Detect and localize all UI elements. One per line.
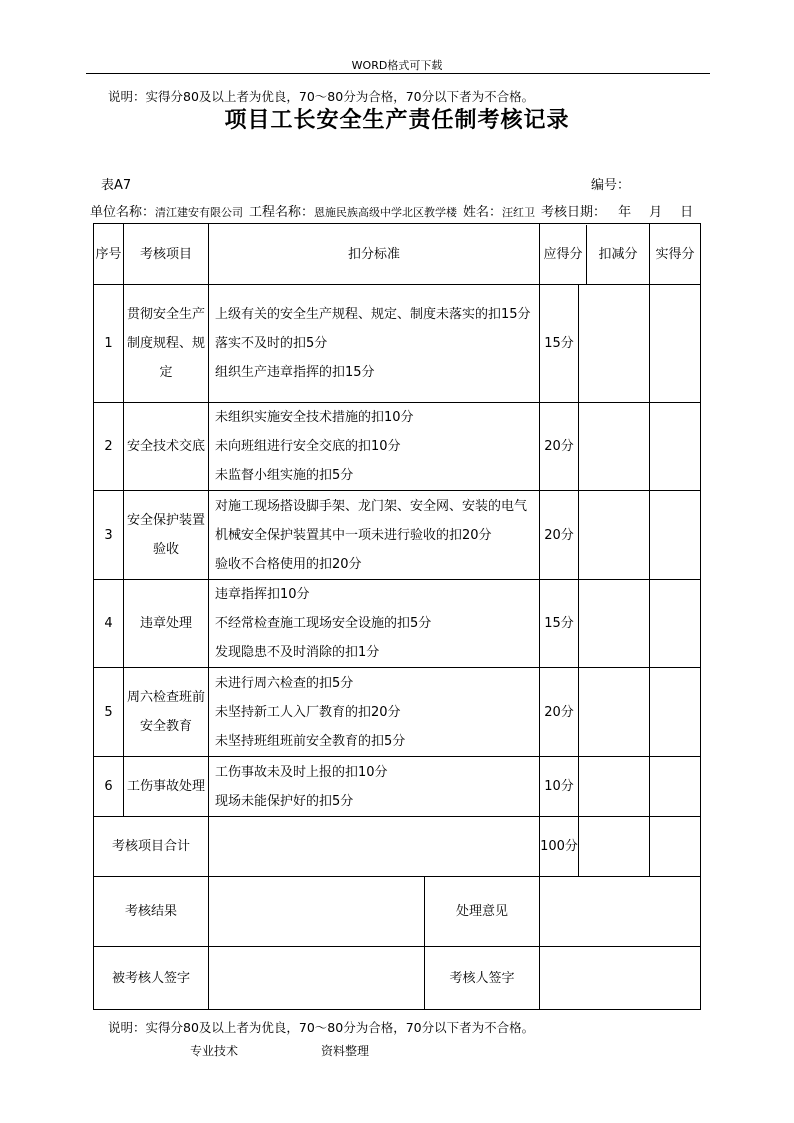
row-due: 20分 bbox=[540, 491, 579, 579]
header-item: 考核项目 bbox=[124, 224, 209, 285]
total-deduct[interactable] bbox=[579, 817, 650, 876]
criteria-line: 违章指挥扣10分 bbox=[215, 587, 310, 602]
criteria-line: 落实不及时的扣5分 bbox=[215, 336, 328, 351]
row-item: 安全技术交底 bbox=[124, 403, 209, 491]
project-label: 工程名称： bbox=[249, 205, 315, 220]
examiner-sign-field[interactable] bbox=[540, 947, 701, 1010]
date-label: 考核日期： bbox=[541, 205, 607, 220]
row-due: 10分 bbox=[540, 757, 579, 816]
criteria-line: 不经常检查施工现场安全设施的扣5分 bbox=[215, 616, 432, 631]
row-no: 1 bbox=[94, 285, 124, 403]
total-label: 考核项目合计 bbox=[94, 817, 209, 877]
row-item: 贯彻安全生产制度规程、规定 bbox=[124, 285, 209, 403]
row-actual[interactable] bbox=[650, 580, 701, 668]
row-due: 15分 bbox=[540, 580, 579, 667]
header-no: 序号 bbox=[94, 224, 124, 285]
footer-materials: 资料整理 bbox=[321, 1044, 370, 1058]
unit-value: 清江建安有限公司 bbox=[155, 206, 244, 219]
row-due: 20分 bbox=[540, 403, 579, 490]
row-deduct[interactable] bbox=[579, 491, 650, 579]
criteria-line: 工伤事故未及时上报的扣10分 bbox=[215, 764, 388, 780]
info-line bbox=[90, 201, 693, 220]
criteria-line: 未监督小组实施的扣5分 bbox=[215, 468, 354, 483]
grading-note-bottom: 说明：实得分80及以上者为优良，70～80分为合格，70分以下者为不合格。 bbox=[108, 1020, 535, 1035]
criteria-line: 组织生产违章指挥的扣15分 bbox=[215, 365, 375, 380]
table-row bbox=[94, 491, 701, 580]
result-label: 考核结果 bbox=[94, 877, 209, 947]
page-header: WORD格式可下载 bbox=[351, 59, 443, 72]
header-deduct: 扣减分 bbox=[598, 246, 638, 262]
row-no: 3 bbox=[94, 491, 124, 580]
criteria-line: 未坚持班组班前安全教育的扣5分 bbox=[215, 733, 406, 749]
row-criteria bbox=[209, 580, 540, 668]
table-row bbox=[94, 285, 701, 403]
row-deduct[interactable] bbox=[579, 580, 650, 667]
header-due: 应得分 bbox=[540, 225, 587, 284]
row-actual[interactable] bbox=[650, 668, 701, 757]
date-year: 年 bbox=[618, 205, 632, 220]
row-actual[interactable] bbox=[650, 491, 701, 580]
result-value[interactable] bbox=[209, 877, 425, 947]
row-due: 15分 bbox=[540, 285, 579, 402]
serial-number-label: 编号： bbox=[591, 178, 631, 193]
criteria-line: 上级有关的安全生产规程、规定、制度未落实的扣15分 bbox=[215, 307, 531, 322]
grading-note-top: 说明：实得分80及以上者为优良，70～80分为合格，70分以下者为不合格。 bbox=[108, 89, 535, 104]
row-deduct[interactable] bbox=[579, 668, 650, 756]
header-criteria: 扣分标准 bbox=[209, 224, 540, 285]
footer-tech: 专业技术 bbox=[190, 1044, 239, 1058]
row-deduct[interactable] bbox=[579, 403, 650, 490]
criteria-line: 未进行周六检查的扣5分 bbox=[215, 675, 354, 691]
total-blank bbox=[209, 817, 540, 877]
result-row bbox=[94, 877, 701, 947]
row-criteria bbox=[209, 757, 540, 817]
row-deduct[interactable] bbox=[579, 285, 650, 402]
criteria-line: 现场未能保护好的扣5分 bbox=[215, 793, 354, 809]
name-value: 汪红卫 bbox=[502, 206, 536, 219]
row-criteria bbox=[209, 403, 540, 491]
header-divider bbox=[86, 73, 710, 74]
signature-row bbox=[94, 947, 701, 1010]
row-no: 5 bbox=[94, 668, 124, 757]
examinee-sign-field[interactable] bbox=[209, 947, 425, 1010]
row-actual[interactable] bbox=[650, 285, 701, 403]
header-actual: 实得分 bbox=[650, 224, 701, 285]
row-criteria bbox=[209, 285, 540, 403]
row-no: 4 bbox=[94, 580, 124, 668]
header-row bbox=[94, 224, 701, 285]
table-row bbox=[94, 757, 701, 817]
project-value: 恩施民族高级中学北区教学楼 bbox=[314, 206, 458, 219]
total-row bbox=[94, 817, 701, 877]
page-title: 项目工长安全生产责任制考核记录 bbox=[224, 107, 570, 133]
date-month: 月 bbox=[649, 205, 663, 220]
row-item: 周六检查班前安全教育 bbox=[124, 668, 209, 757]
assessment-table bbox=[93, 223, 701, 1010]
criteria-line: 未坚持新工人入厂教育的扣20分 bbox=[215, 704, 401, 720]
examiner-sign-label: 考核人签字 bbox=[425, 947, 540, 1010]
row-no: 2 bbox=[94, 403, 124, 491]
total-due: 100分 bbox=[540, 817, 579, 876]
criteria-line: 对施工现场搭设脚手架、龙门架、安全网、安装的电气机械安全保护装置其中一项未进行验收的扣20分 bbox=[215, 498, 528, 543]
row-item: 违章处理 bbox=[124, 580, 209, 668]
row-no: 6 bbox=[94, 757, 124, 817]
date-day: 日 bbox=[680, 205, 694, 220]
total-actual[interactable] bbox=[650, 817, 701, 877]
examinee-sign-label: 被考核人签字 bbox=[94, 947, 209, 1010]
criteria-line: 验收不合格使用的扣20分 bbox=[215, 556, 362, 572]
row-criteria bbox=[209, 491, 540, 580]
row-due: 20分 bbox=[540, 668, 579, 756]
criteria-line: 未向班组进行安全交底的扣10分 bbox=[215, 439, 401, 454]
table-number: 表A7 bbox=[101, 178, 132, 193]
table-row bbox=[94, 668, 701, 757]
opinion-value[interactable] bbox=[540, 877, 701, 947]
unit-label: 单位名称： bbox=[90, 205, 156, 220]
row-actual[interactable] bbox=[650, 403, 701, 491]
table-row bbox=[94, 580, 701, 668]
name-label: 姓名： bbox=[463, 205, 503, 220]
row-deduct[interactable] bbox=[579, 757, 650, 816]
row-item: 安全保护装置验收 bbox=[124, 491, 209, 580]
table-row bbox=[94, 403, 701, 491]
row-item: 工伤事故处理 bbox=[124, 757, 209, 817]
opinion-label: 处理意见 bbox=[425, 877, 540, 947]
criteria-line: 未组织实施安全技术措施的扣10分 bbox=[215, 410, 414, 425]
row-criteria bbox=[209, 668, 540, 757]
row-actual[interactable] bbox=[650, 757, 701, 817]
criteria-line: 发现隐患不及时消除的扣1分 bbox=[215, 645, 380, 660]
